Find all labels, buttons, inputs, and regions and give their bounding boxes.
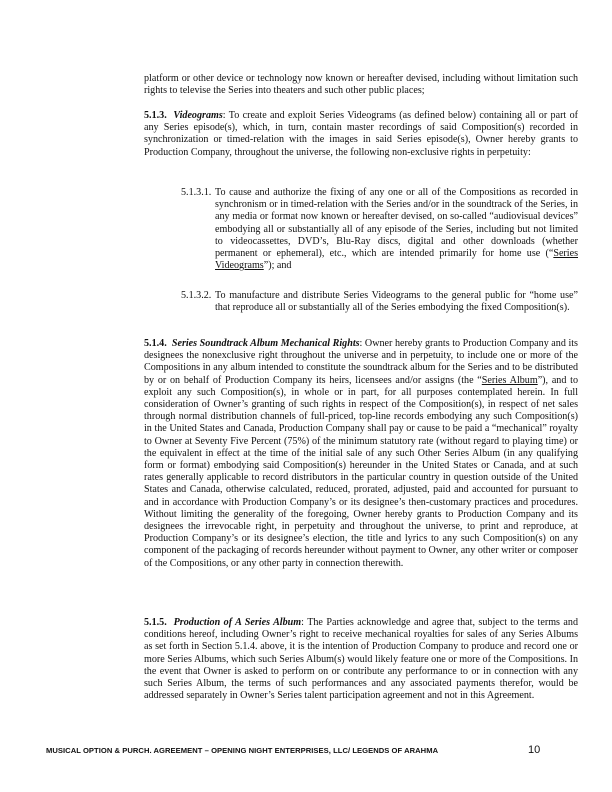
section-body-end: ”); and [263, 260, 292, 272]
section-body: : To create and exploit Series Videograms (as defined below) containing all or part of any Series episode(s), which, in turn, contain master recordings of said Composition(s) recorded in synchronization or timed-relation with the images in said Series episode(s), Owner hereby grants to Production Company, throughout the universe, the following non-exclusive rights in perpetuity: [144, 110, 578, 158]
section-5-1-5 [144, 617, 578, 702]
section-title: Series Soundtrack Album Mechanical Rights [171, 338, 360, 349]
section-5-1-4 [144, 338, 578, 570]
section-body: To cause and authorize the fixing of any one or all of the Compositions as recorded in synchronism or in timed-relation with the Series and/or in the soundtrack of the Series, in any media or format now known or hereafter devised, on so-called “audiovisual devices” embodying all or substantially all of any episode of the Series, including but not limited to videocassettes, DVD’s, Blu-Ray discs, digital and other downloads (whether permanent or ephemeral), etc., which are intended primarily for home use (“ [215, 187, 578, 260]
defined-term: Series Album [481, 374, 538, 386]
section-5-1-3-1 [181, 187, 578, 272]
footer-title: MUSICAL OPTION & PURCH. AGREEMENT – OPENING NIGHT ENTERPRISES, LLC/ LEGENDS OF ARAHMA [46, 746, 439, 755]
section-body-b: ”), and to exploit any such Composition(s), in whole or in part, for all purposes contemplated herein. In full consideration of Owner’s granting of such rights in respect of the Composition(s), in respect of net sales through normal distribution channels of full-priced, top-line records embodying any such Composition(s) in the United States and Canada, Production Company shall pay or cause to be paid a “mechanical” royalty to Owner at Seventy Five Percent (75%) of the minimum statutory rate (without regard to playing time) or the equivalent in effect at the time of the initial sale of any such Other Series Album (in any qualifying form or format) embodying said Composition(s) hereunder in the United States or Canada, and at such rates generally applicable to record distributors in the particular country in question outside of the United States and Canada, otherwise calculated, reduced, prorated, adjusted, paid and accounted for pursuant to and in accordance with Production Company’s or its designee’s then-customary practices and procedures. Without limiting the generality of the foregoing, Owner hereby grants to Production Company and its designees the irrevocable right, in perpetuity and throughout the universe, to print and reproduce, at Production Company’s or its designee’s election, the title and lyrics to any such Composition(s) on any component of the packaging of records hereunder without payment to Owner, any other writer or composer of the Compositions, or any other party in connection therewith. [144, 374, 578, 569]
section-number: 5.1.3. [144, 110, 167, 121]
section-title: Production of A Series Album [173, 617, 302, 628]
section-number: 5.1.4. [144, 338, 167, 349]
defined-term: Series Videograms [215, 248, 578, 272]
section-5-1-3-2 [181, 290, 578, 314]
section-title: Videograms [173, 110, 223, 121]
section-number: 5.1.5. [144, 617, 167, 628]
paragraph-text: platform or other device or technology now known or hereafter devised, including without limitation such rights to televise the Series into theaters and such other public places; [144, 73, 578, 97]
page-number: 10 [528, 744, 541, 756]
section-body: : The Parties acknowledge and agree that, subject to the terms and conditions hereof, including Owner’s right to receive mechanical royalties for sales of any Series Albums as set forth in Section 5.1.4. above, it is the intention of Production Company to produce and record one or more Series Albums, which such Series Album(s) would likely feature one or more of the Compositions. In the event that Owner is asked to perform on or contribute any performance to or in connection with any such Series Album, the terms of such performances and any associated payments therefor, would be addressed separately in Owner’s Series talent participation agreement and not in this Agreement. [144, 617, 579, 702]
section-5-1-3 [144, 110, 578, 159]
section-number: 5.1.3.1. [181, 187, 212, 198]
section-number: 5.1.3.2. [181, 290, 212, 301]
section-body-a: : Owner hereby grants to Production Company and its designees the nonexclusive right throughout the universe and in perpetuity, to include one or more of the Compositions in any album intended to constitute the soundtrack album for the Series and to be distributed by or on behalf of Production Company its heirs, licensees and/or assigns (the “ [144, 338, 578, 386]
paragraph-continuation [144, 73, 578, 97]
section-body: To manufacture and distribute Series Videograms to the general public for “home use” that reproduce all or substantially all of the Series embodying the fixed Composition(s). [215, 290, 578, 314]
